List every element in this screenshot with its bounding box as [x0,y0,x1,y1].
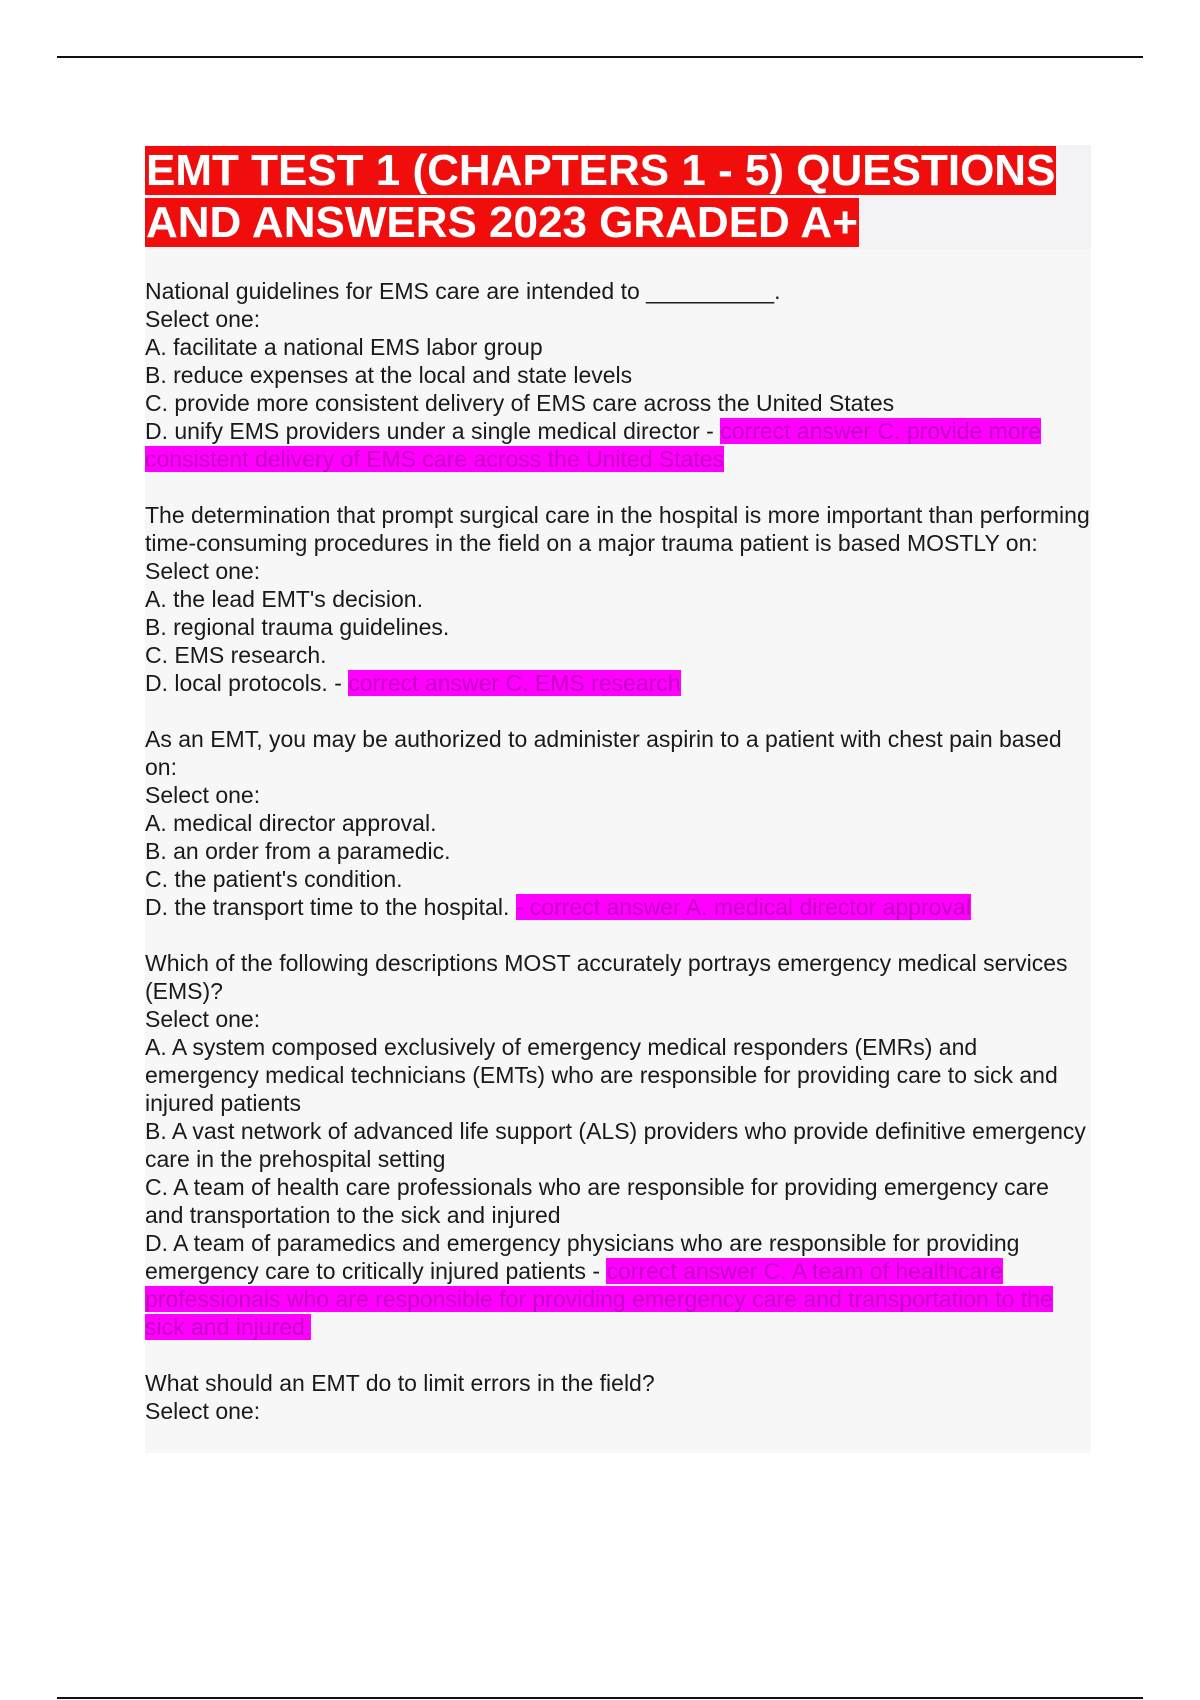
correct-answer-highlight: correct answer C. provide more consistent delivery of EMS care across the United States [145,418,1042,472]
footer-rule [57,1697,1143,1699]
option-b: B. A vast network of advanced life support (ALS) providers who provide definitive emergency care in the prehospital setting [145,1118,1086,1172]
option-d-with-answer [145,417,1091,473]
question-prompt: National guidelines for EMS care are intended to __________. [145,278,781,304]
correct-answer-highlight: correct answer C. EMS research [348,670,681,696]
select-one-label: Select one: [145,1398,261,1424]
option-c: C. A team of health care professionals who are responsible for providing emergency care and transportation to the sick and injured [145,1174,1049,1228]
option-c: C. EMS research. [145,642,327,668]
correct-answer-highlight: correct answer C. A team of healthcare professionals who are responsible for providing emergency care and transportation to the sick and injured. [145,1258,1053,1340]
document-title [145,145,1091,249]
option-b: B. regional trauma guidelines. [145,614,450,640]
question-5 [145,1369,1091,1425]
header-rule [57,56,1143,58]
question-1 [145,277,1091,473]
question-4 [145,949,1091,1341]
document-body [145,145,1091,1453]
question-prompt: What should an EMT do to limit errors in the field? [145,1370,655,1396]
correct-answer-highlight: - correct answer A. medical director approval [515,894,971,920]
option-d: D. the transport time to the hospital. [145,894,516,920]
option-a: A. facilitate a national EMS labor group [145,334,543,360]
option-a: A. the lead EMT's decision. [145,586,423,612]
option-d-with-answer [145,669,1091,697]
option-b: B. an order from a paramedic. [145,838,451,864]
option-d-with-answer [145,893,1091,921]
option-a: A. medical director approval. [145,810,437,836]
option-d: D. unify EMS providers under a single medical director - [145,418,721,444]
select-one-label: Select one: [145,306,261,332]
select-one-label: Select one: [145,1006,261,1032]
question-prompt: Which of the following descriptions MOST accurately portrays emergency medical services (EMS)? [145,950,1068,1004]
option-c: C. the patient's condition. [145,866,403,892]
option-c: C. provide more consistent delivery of EMS care across the United States [145,390,895,416]
question-prompt: As an EMT, you may be authorized to administer aspirin to a patient with chest pain based on: [145,726,1062,780]
option-a: A. A system composed exclusively of emergency medical responders (EMRs) and emergency medical technicians (EMTs) who are responsible for providing care to sick and injured patients [145,1034,1058,1116]
select-one-label: Select one: [145,782,261,808]
option-d: D. A team of paramedics and emergency physicians who are responsible for providing emergency care to critically injured patients - [145,1230,1020,1284]
question-3 [145,725,1091,921]
question-prompt: The determination that prompt surgical care in the hospital is more important than performing time-consuming procedures in the field on a major trauma patient is based MOSTLY on: [145,502,1090,556]
option-d-with-answer [145,1229,1091,1341]
document-title-text: EMT TEST 1 (CHAPTERS 1 - 5) QUESTIONS AND ANSWERS 2023 GRADED A+ [146,146,1056,247]
select-one-label: Select one: [145,558,261,584]
option-d: D. local protocols. - [145,670,349,696]
question-2 [145,501,1091,697]
option-b: B. reduce expenses at the local and state levels [145,362,633,388]
